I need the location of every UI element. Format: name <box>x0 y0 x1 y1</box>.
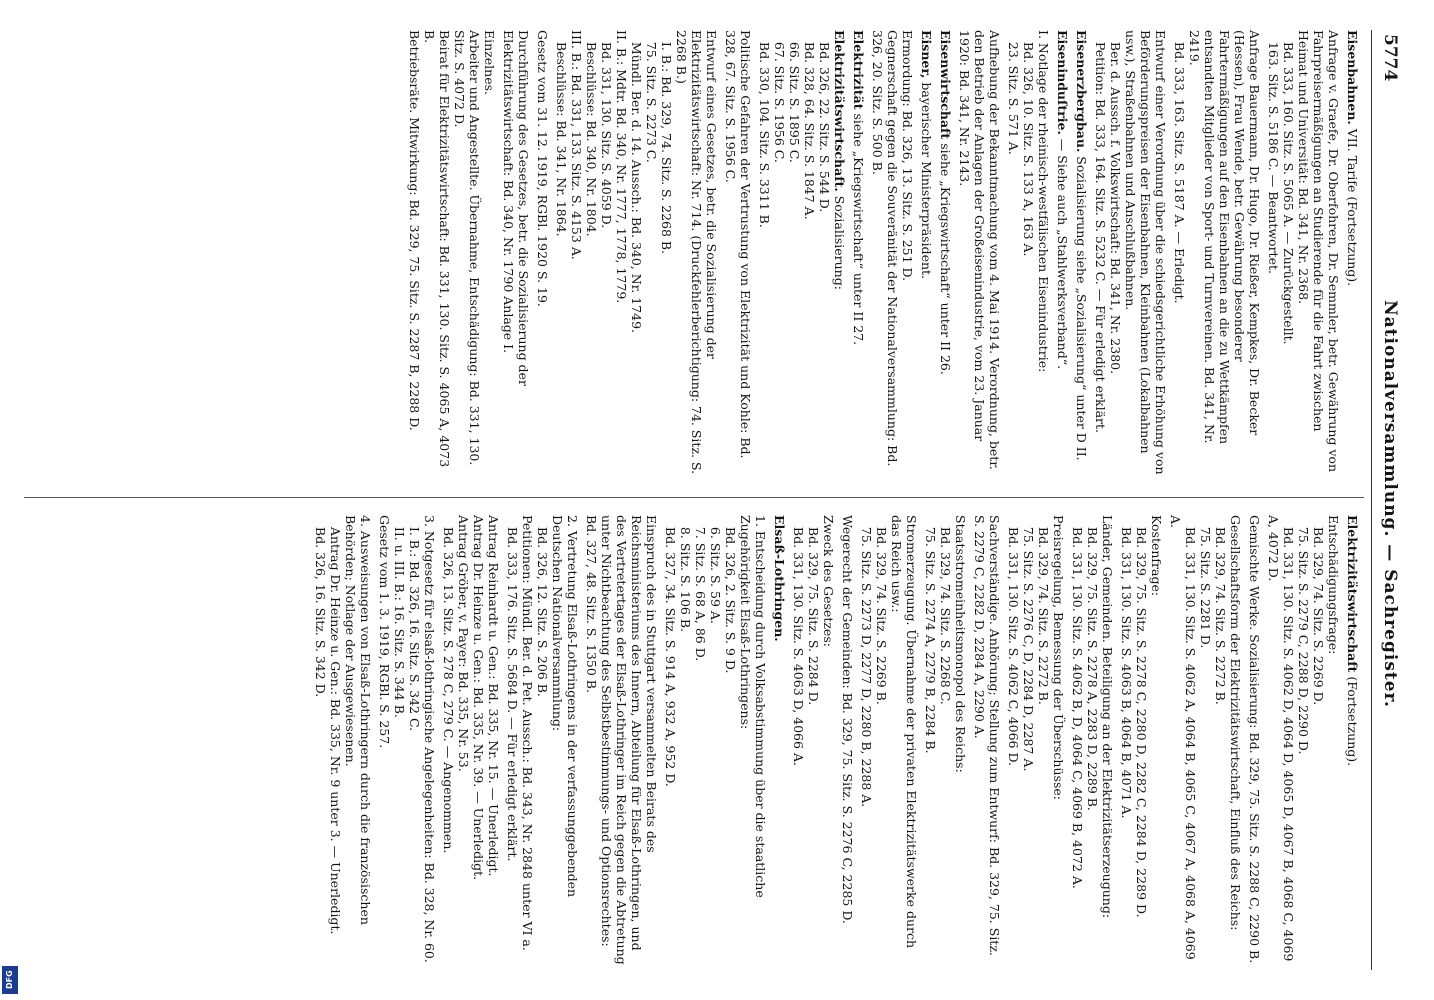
register-entry <box>1266 515 1341 965</box>
register-entry <box>859 515 919 965</box>
entry-text: bayerischer Ministerpräsident. <box>919 78 934 280</box>
entry-text: Einzelnes. Arbeiter und Angestellte. Übernahme, Entschädigung: Bd. 331, 130. Sitz. S. 4072 D. Beirat für Elektrizitätswirtschaft: Bd. 331, 130. Sitz. S. 4065 A, 4073 B. Betriebsräte. Mitwirkung: Bd. 329, 75. Sitz. S. 2287 B, 2288 D. <box>407 30 497 468</box>
entry-text: Wegerecht der Gemeinden: Bd. 329, 75. Sitz. S. 2276 C, 2285 D. <box>840 515 855 924</box>
register-entry <box>757 30 847 480</box>
register-entry <box>1006 515 1066 965</box>
entry-text: 3. Notgesetz für elsaß-lothringische Angelegenheiten: Bd. 328, Nr. 60. I. B.: Bd. 326, 16. Sitz. S. 342 C. II. u. III. B.: 16. Sitz. S. 344 B. Gesetz vom 1. 3. 1919, RGBl. S. 257. <box>377 515 437 963</box>
entry-text: siehe „Kriegswirtschaft“ unter II 27. <box>851 109 866 346</box>
entry-text: I. Notlage der rheinisch-westfälischen Eisenindustrie: Bd. 326, 10. Sitz. S. 133 A, 163 A. 23. Sitz. S. 571 A. <box>1006 30 1051 373</box>
register-entry <box>1345 515 1360 965</box>
register-entry <box>1070 515 1115 965</box>
entry-text: Gemischte Werke. Sozialisierung: Bd. 329, 75. Sitz. S. 2288 C, 2290 B. <box>1247 515 1262 964</box>
entry-text: Anfrage v. Graefe, Dr. Oberfohren, Dr. Semmler, betr. Gewährung von Fahrpreisermäßigungen an Studierende für die Fahrt zwischen Heimat und Universität: Bd. 341, Nr. 2368. Bd. 333, 160. Sitz. S. 5065 A. — Zurückgestellt. 163. Sitz. S. 5186 C. — Beantwortet. <box>1266 30 1341 473</box>
register-entry <box>938 30 953 480</box>
dfg-sidebar <box>0 0 22 1000</box>
entry-text: Entwurf einer Verordnung über die schiedsgerichtliche Erhöhung von Beförderungspreisen der Eisenbahnen, Kleinbahnen (Lokalbahnen usw.), Straßenbahnen und Anschlußbahnen. Ber. d. Aussch. f. Volkswirtschaft: Bd. 341, Nr. 2380. Petition: Bd. 333, 164. Sitz. S. 5232 C. — Für erledigt erklärt. <box>1093 30 1168 475</box>
entry-text: Aufhebung der Bekanntmachung vom 4. Mai 1914. Verordnung, betr. den Betrieb der Anlagen der Großeisenindustrie, vom 23. Januar 1920: Bd. 341, Nr. 2143. <box>957 30 1002 474</box>
page-title: Nationalversammlung. — Sachregister. <box>1380 300 1400 708</box>
page-header <box>1370 34 1400 974</box>
entry-text: Politische Gefahren der Vertrustung von Elektrizität und Kohle: Bd. 328, 67. Sitz. S. 1956 C. <box>723 30 753 463</box>
register-entry <box>1055 30 1070 480</box>
register-entry <box>441 515 501 965</box>
entry-heading: Eisner, <box>919 30 934 79</box>
register-entry <box>791 515 836 965</box>
register-entry <box>1345 30 1360 480</box>
entry-heading: Elektrizitätswirtschaft. <box>832 30 847 192</box>
register-entry <box>1093 30 1168 480</box>
entry-text: Einspruch des in Stuttgart versammelten Beirats des Reichsministeriums des Innern, Abteilung für Elsaß-Lothringen, und des Vertretertages der Elsaß-Lothringer im Reich gegen die Abtretung unter Nichtbeachtung des Selbstbestimmungs- und Optionsrechtes: Bd. 327, 48. Sitz. S. 1350 B. <box>584 515 659 969</box>
register-entry <box>870 30 915 480</box>
register-entry <box>772 515 787 965</box>
register-entry <box>663 515 768 965</box>
entry-text: — Siehe auch „Stahlwerksverband“. <box>1055 134 1070 370</box>
entry-text: Kostenfrage: Bd. 329, 75. Sitz. S. 2278 C, 2280 D, 2282 C, 2284 D, 2289 D. Bd. 331, 130. Sitz. S. 4063 B, 4064 B, 4071 A. <box>1119 515 1164 918</box>
register-entry <box>1006 30 1051 480</box>
dfg-note <box>0 0 2 994</box>
register-entry <box>554 30 719 480</box>
register-entry <box>377 515 437 965</box>
header-rule <box>1371 30 1372 970</box>
register-entry <box>584 515 659 969</box>
register-entry <box>407 30 497 480</box>
entry-text: 4. Ausweisungen von Elsaß-Lothringern durch die französischen Behörden; Notlage der Ausgewiesenen. Antrag Dr. Heinze u. Gen.: Bd. 335, Nr. 9 unter 3. — Unerledigt. Bd. 326, 16. Sitz. S. 342 D. <box>313 515 373 935</box>
left-column <box>20 30 1360 480</box>
entry-text: Zweck des Gesetzes: Bd. 329, 75. Sitz. S. 2284 D. Bd. 331, 130. Sitz. S. 4063 D, 4066 A. <box>791 515 836 766</box>
entry-heading: Elektrizitätswirtschaft <box>1345 515 1360 673</box>
entry-text: siehe „Kriegswirtschaft“ unter II 26. <box>938 139 953 375</box>
entry-text: Anfrage Bauermann, Dr. Hugo, Dr. Rießer, Kempkes, Dr. Becker (Hessen), Frau Wende, betr. Gewährung besonderer Fahrtermäßigungen auf den Eisenbahnen an die zu Wettkämpfen entsandten Mitglieder von Sport- und Turnvereinen. Bd. 341, Nr. 2419. Bd. 333, 163. Sitz. S. 5187 A. — Erledigt. <box>1172 30 1262 445</box>
register-entry <box>972 515 1002 965</box>
entry-text: Länder, Gemeinden. Beteiligung an der Elektrizitätserzeugung: Bd. 329, 75. Sitz. S. 2278 A, 2283 D, 2289 B. Bd. 331, 130. Sitz. S. 4062 B, D, 4064 C, 4069 B, 4072 A. <box>1070 515 1115 919</box>
entry-heading: Eisenwirtschaft <box>938 30 953 140</box>
entry-text: Sozialisierung siehe „Sozialisierung“ unter D II. <box>1074 152 1089 461</box>
entry-text: VII. Tarife (Fortsetzung). <box>1345 124 1360 287</box>
page-number: 5774 <box>1380 34 1400 82</box>
entry-heading: Eisenbahnen. <box>1345 30 1360 125</box>
register-entry <box>723 30 753 480</box>
entry-text: Sachverständige. Anhörung; Stellung zum Entwurf: Bd. 329, 75. Sitz. S. 2279 C, 2282 D, 2284 A, 2290 A. <box>972 515 1002 960</box>
register-entry <box>1266 30 1341 480</box>
entry-text: Staatsstromeinheitsmonopol des Reichs: Bd. 329, 74. Sitz. S. 2268 C. 75. Sitz. S. 2274 A, 2279 B, 2284 B. <box>923 515 968 773</box>
register-entry <box>1247 515 1262 965</box>
entry-text: Entschädigungsfrage: Bd. 329, 74. Sitz. S. 2269 D. 75. Sitz. S. 2279 C, 2288 D, 2290 D. Bd. 331, 130. Sitz. S. 4062 D, 4064 D, 4065 D, 4067 B, 4068 C, 4069 A, 4072 D. <box>1266 515 1341 962</box>
register-entry <box>1172 30 1262 480</box>
entry-heading: Eiseninduſtrie. <box>1055 30 1070 135</box>
register-entry <box>313 515 373 965</box>
entry-text: Preisregelung, Bemessung der Überschüsse: Bd. 329, 74. Sitz. S. 2272 B. 75. Sitz. S. 2276 C, D, 2284 D, 2287 A. Bd. 331, 130. Sitz. S. 4062 C, 4066 D. <box>1006 515 1066 800</box>
register-entry <box>1074 30 1089 480</box>
entry-text: 1. Entscheidung durch Volksabstimmung über die staatliche Zugehörigkeit Elsaß-Lothringens: Bd. 326, 2. Sitz. S. 9 D. 6. Sitz. S. 59 A. 7. Sitz. S. 68 A, 86 D. 8. Sitz. S. 106 B. Bd. 327, 34. Sitz. S. 914 A, 932 A, 952 D. <box>663 515 768 898</box>
register-entry <box>840 515 855 965</box>
column-divider <box>24 497 1364 498</box>
register-entry <box>1119 515 1164 965</box>
register-entry <box>923 515 968 965</box>
register-entry <box>919 30 934 480</box>
register-entry <box>505 515 580 965</box>
entry-text: Gesetz vom 31. 12. 1919, RGBl. 1920 S. 19. <box>535 30 550 307</box>
entry-text: Sozialisierung: Bd. 326, 22. Sitz. S. 544 D. Bd. 328, 64. Sitz. S. 1847 A. 66. Sitz. S. 1895 C. 67. Sitz. S. 1956 C. Bd. 330, 104. Sitz. S. 3311 B. <box>757 41 847 290</box>
register-entry <box>851 30 866 480</box>
entry-heading: Elektrizität <box>851 30 866 110</box>
entry-text: Stromerzeugung. Übernahme der privaten Elektrizitätswerke durch das Reich usw.: Bd. 329, 74. Sitz. S. 2269 B. 75. Sitz. S. 2273 D, 2277 D, 2280 B, 2288 A. <box>859 515 919 949</box>
entry-text: Durchführung des Gesetzes, betr. die Sozialisierung der Elektrizitätswirtschaft: Bd. 340, Nr. 1790 Anlage I. <box>501 30 531 390</box>
entry-heading: Eisenerzbergbau. <box>1074 30 1089 153</box>
entry-heading: Elsaß-Lothringen. <box>772 515 787 642</box>
register-entry <box>957 30 1002 480</box>
entry-text: Entwurf eines Gesetzes, betr. die Sozialisierung der Elektrizitätswirtschaft: Nr. 714. (Druckfehlerberichtigung: 74. Sitz. S. 2268 B.) I. B.: Bd. 329, 74. Sitz. S. 2268 B. 75. Sitz. S. 2273 C. Mündl. Ber. d. 14. Aussch.: Bd. 340, Nr. 1749. II. B.: Mdtr. Bd. 340, Nr. 1777, 1778, 1779. Bd. 331, 130. Sitz. S. 4059 D. Beschlüsse: Bd. 340, Nr. 1804. III. B.: Bd. 331, 133. Sitz. S. 4153 A. Beschlüsse: Bd. 341, Nr. 1864. <box>554 30 719 475</box>
entry-text: Ermordung: Bd. 326, 13. Sitz. S. 251 D. Gegnerschaft gegen die Souveränität der Nationalversammlung: Bd. 326, 20. Sitz. S. 500 B. <box>870 30 915 467</box>
entry-text: (Fortsetzung). <box>1345 672 1360 767</box>
entry-text: Antrag Reinhardt u. Gen.: Bd. 335, Nr. 15. — Unerledigt. Antrag Dr. Heinze u. Gen.: Bd. 335, Nr. 39. — Unerledigt. Antrag Gröber, v. Payer: Bd. 335, Nr. 53. Bd. 326, 13. Sitz. S. 278 C, 279 C. — Angenommen. <box>441 515 501 881</box>
entry-text: Gesellschaftsform der Elektrizitätswirtschaft, Einfluß des Reichs: Bd. 329, 74. Sitz. S. 2272 B. 75. Sitz. S. 2281 D. Bd. 331, 130. Sitz. S. 4062 A, 4064 B, 4065 C, 4067 A, 4068 A, 4069 A. <box>1168 515 1243 960</box>
register-entry <box>1168 515 1243 965</box>
register-entry <box>501 30 531 480</box>
register-entry <box>535 30 550 480</box>
dfg-logo: DFG <box>2 966 18 994</box>
entry-text: 2. Vertretung Elsaß-Lothringens in der verfassunggebenden Deutschen Nationalversammlung: Bd. 326, 12. Sitz. S. 206 B. Petitionen: Mündl. Ber. d. Pet. Aussch.: Bd. 343, Nr. 2848 unter VI a. Bd. 333, 176. Sitz. S. 5684 D. — Für erledigt erklärt. <box>505 515 580 951</box>
right-column <box>20 515 1360 969</box>
